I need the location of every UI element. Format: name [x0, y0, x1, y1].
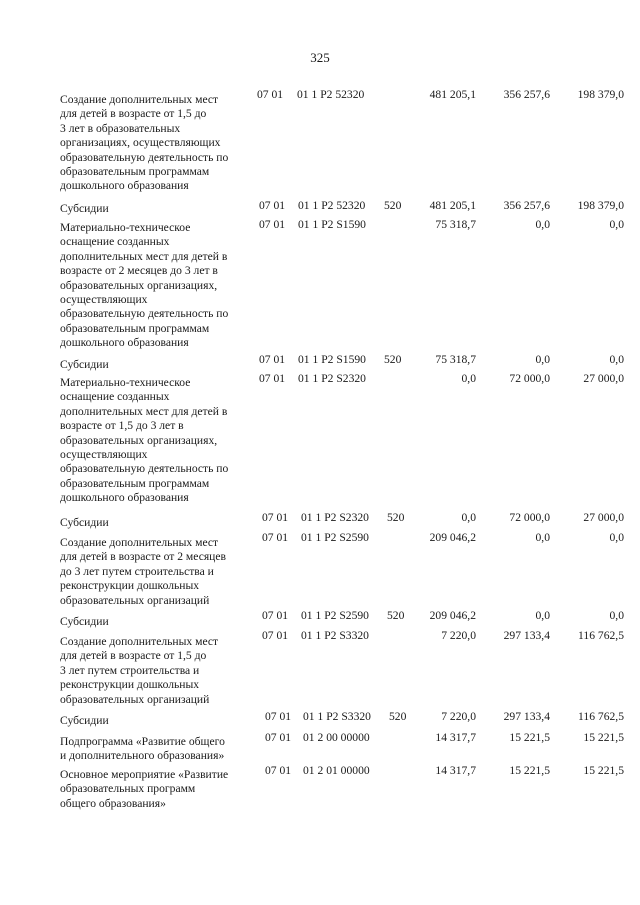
target-code: 01 1 P2 52320 [297, 88, 365, 101]
value-2: 72 000,0 [509, 511, 550, 524]
section-code: 07 01 [262, 629, 289, 642]
target-code: 01 1 P2 S2320 [301, 511, 369, 524]
row-description: Материально-техническое оснащение созданных дополнительных мест для детей в возрасте от 1,5 до 3 лет в образовательных организациях, осуществляющих образовательную деятельность по образовательным программам дошкольного образования [60, 376, 229, 505]
value-2: 297 133,4 [503, 710, 550, 723]
section-code: 07 01 [257, 88, 284, 101]
value-3: 15 221,5 [583, 764, 624, 777]
value-1: 14 317,7 [435, 731, 476, 744]
value-1: 209 046,2 [429, 609, 476, 622]
value-1: 14 317,7 [435, 764, 476, 777]
expense-type: 520 [389, 710, 407, 723]
value-3: 27 000,0 [583, 511, 624, 524]
section-code: 07 01 [265, 710, 292, 723]
target-code: 01 1 P2 S1590 [298, 218, 366, 231]
section-code: 07 01 [259, 218, 286, 231]
row-description: Субсидии [60, 714, 109, 727]
value-1: 75 318,7 [435, 218, 476, 231]
expense-type: 520 [387, 511, 405, 524]
value-2: 356 257,6 [503, 88, 550, 101]
row-description: Основное мероприятие «Развитие образовательных программ общего образования» [60, 768, 229, 810]
value-2: 0,0 [535, 353, 550, 366]
expense-type: 520 [384, 199, 402, 212]
section-code: 07 01 [265, 731, 292, 744]
value-3: 0,0 [609, 218, 624, 231]
value-2: 15 221,5 [509, 764, 550, 777]
section-code: 07 01 [262, 531, 289, 544]
value-1: 7 220,0 [441, 629, 476, 642]
section-code: 07 01 [259, 353, 286, 366]
row-description: Создание дополнительных мест для детей в возрасте от 1,5 до 3 лет путем строительства и реконструкции дошкольных образовательных организаций [60, 635, 219, 706]
value-3: 15 221,5 [583, 731, 624, 744]
target-code: 01 2 00 00000 [303, 731, 370, 744]
value-1: 7 220,0 [441, 710, 476, 723]
target-code: 01 2 01 00000 [303, 764, 370, 777]
target-code: 01 1 P2 S1590 [298, 353, 366, 366]
value-3: 116 762,5 [578, 710, 624, 723]
value-1: 209 046,2 [429, 531, 476, 544]
value-2: 0,0 [535, 531, 550, 544]
target-code: 01 1 P2 S2590 [301, 531, 369, 544]
row-description: Субсидии [60, 516, 109, 529]
target-code: 01 1 P2 52320 [298, 199, 366, 212]
value-2: 356 257,6 [503, 199, 550, 212]
value-3: 0,0 [609, 609, 624, 622]
section-code: 07 01 [262, 609, 289, 622]
value-3: 116 762,5 [578, 629, 624, 642]
row-description: Субсидии [60, 202, 109, 215]
row-description: Подпрограмма «Развитие общего и дополнительного образования» [60, 735, 225, 763]
value-2: 0,0 [535, 609, 550, 622]
section-code: 07 01 [259, 199, 286, 212]
target-code: 01 1 P2 S3320 [301, 629, 369, 642]
section-code: 07 01 [265, 764, 292, 777]
target-code: 01 1 P2 S3320 [303, 710, 371, 723]
value-1: 75 318,7 [435, 353, 476, 366]
value-1: 0,0 [461, 511, 476, 524]
row-description: Субсидии [60, 615, 109, 628]
target-code: 01 1 P2 S2320 [298, 372, 366, 385]
value-3: 0,0 [609, 353, 624, 366]
value-3: 198 379,0 [577, 199, 624, 212]
expense-type: 520 [387, 609, 405, 622]
row-description: Создание дополнительных мест для детей в возрасте от 2 месяцев до 3 лет путем строительства и реконструкции дошкольных образовательных организаций [60, 536, 226, 607]
value-3: 27 000,0 [583, 372, 624, 385]
section-code: 07 01 [259, 372, 286, 385]
target-code: 01 1 P2 S2590 [301, 609, 369, 622]
section-code: 07 01 [262, 511, 289, 524]
page-number: 325 [310, 50, 330, 65]
row-description: Субсидии [60, 358, 109, 371]
value-1: 481 205,1 [429, 199, 476, 212]
value-3: 0,0 [609, 531, 624, 544]
row-description: Материально-техническое оснащение созданных дополнительных мест для детей в возрасте от 2 месяцев до 3 лет в образовательных организациях, осуществляющих образовательную деятельность по образовательным программам дошкольного образования [60, 221, 229, 350]
value-2: 297 133,4 [503, 629, 550, 642]
row-description: Создание дополнительных мест для детей в возрасте от 1,5 до 3 лет в образовательных организациях, осуществляющих образовательную деятельность по образовательным программам дошкольного образования [60, 93, 229, 193]
value-2: 0,0 [535, 218, 550, 231]
expense-type: 520 [384, 353, 402, 366]
value-2: 72 000,0 [509, 372, 550, 385]
value-1: 481 205,1 [429, 88, 476, 101]
value-2: 15 221,5 [509, 731, 550, 744]
value-1: 0,0 [461, 372, 476, 385]
value-3: 198 379,0 [577, 88, 624, 101]
